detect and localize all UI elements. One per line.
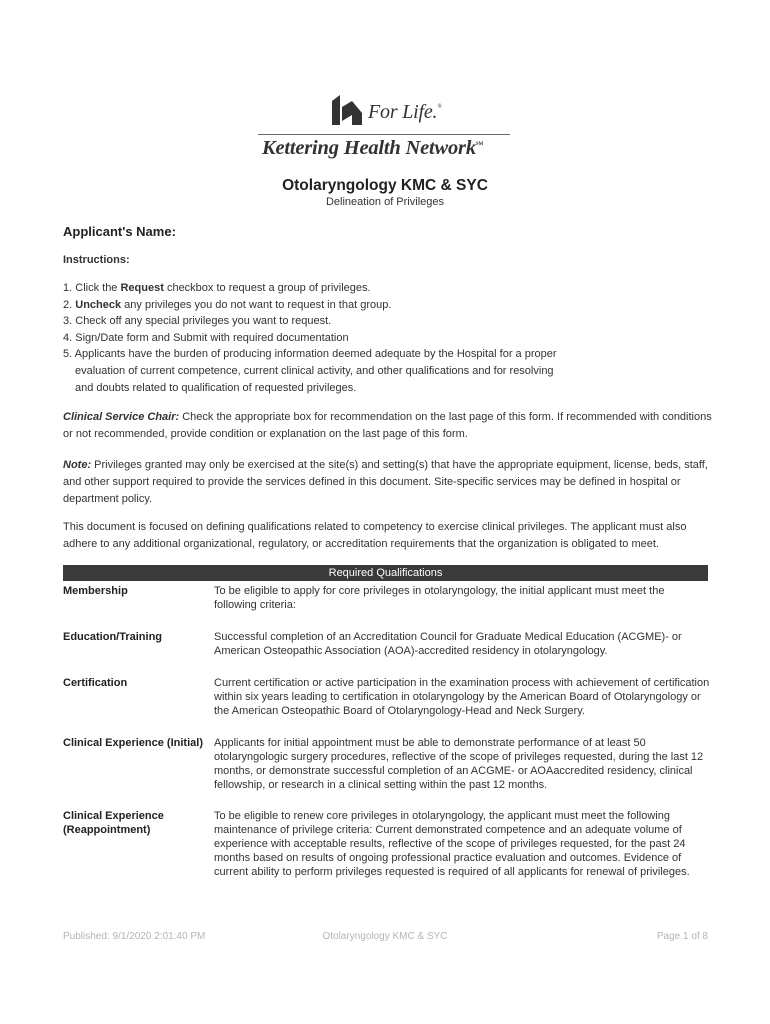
row-text-membership: To be eligible to apply for core privileges in otolaryngology, the initial applicant must meet the following criteria: (214, 585, 665, 611)
note-paragraph: Note: Privileges granted may only be exercised at the site(s) and setting(s) that have the appropriate equipment, license, beds, staff, and other support required to provide the services defined in this document. Site-specific services may be defined in hospital or department policy. (63, 459, 708, 505)
instruction-item: 1. Click the Request checkbox to request a group of privileges. (63, 282, 371, 294)
row-label-membership: Membership (63, 585, 128, 597)
logo-network-name: Kettering Health Network℠ (262, 137, 483, 159)
applicant-name-label: Applicant's Name: (63, 224, 176, 239)
row-label-certification: Certification (63, 677, 128, 689)
instructions-list (63, 280, 723, 396)
logo-tagline: For Life.® (368, 101, 442, 123)
instruction-item: 5. Applicants have the burden of producing information deemed adequate by the Hospital for a proper (63, 348, 557, 361)
row-text-education: Successful completion of an Accreditation Council for Graduate Medical Education (ACGME)- or American Osteopathic Association (AOA)-accredited residency in otolaryngology. (214, 631, 682, 657)
instruction-item: 4. Sign/Date form and Submit with required documentation (63, 331, 349, 344)
row-text-clinical-initial: Applicants for initial appointment must be able to demonstrate performance of at least 50 otolaryngologic surgery procedures, reflective of the scope of privileges requested, during the last 12 months, or demonstrate successful completion of an ACGME- or AOAaccredited residency, clinical fellowship, or research in a clinical setting within the past 12 months. (214, 737, 704, 791)
table-header: Required Qualifications (63, 565, 708, 581)
page-subtitle: Delineation of Privileges (325, 196, 444, 208)
instruction-item: 3. Check off any special privileges you want to request. (63, 315, 332, 328)
clinical-service-chair-paragraph: Clinical Service Chair: Check the appropriate box for recommendation on the last page of this form. If recommended with conditions or not recommended, provide condition or explanation on the last page of this form. (63, 411, 712, 440)
instructions-heading: Instructions: (63, 254, 130, 266)
instruction-continuation: and doubts related to qualification of requested privileges. (75, 381, 357, 394)
row-label-clinical-reappointment: Clinical Experience (Reappointment) (63, 810, 164, 836)
row-label-clinical-initial: Clinical Experience (Initial) (63, 737, 203, 749)
footer-published-date: Published: 9/1/2020 2:01:40 PM (63, 931, 206, 942)
footer-page-number: Page 1 of 8 (656, 931, 708, 942)
instruction-continuation: evaluation of current competence, current clinical activity, and other qualifications and for resolving (75, 364, 554, 377)
row-label-education: Education/Training (63, 631, 163, 643)
footer-document-title: Otolaryngology KMC & SYC (322, 931, 448, 942)
row-text-certification: Current certification or active participation in the examination process with achievement of certification within six years leading to certification in otolaryngology by the American Board of Otolaryngology or the American Osteopathic Board of Otolaryngology-Head and Neck Surgery. (214, 677, 710, 717)
instruction-item: 2. Uncheck any privileges you do not want to request in that group. (63, 298, 392, 311)
logo-divider (258, 134, 510, 135)
focus-paragraph: This document is focused on defining qualifications related to competency to exercise clinical privileges. The applicant must also adhere to any additional organizational, regulatory, or accreditation requirements that the organization is obligated to meet. (63, 521, 687, 550)
row-text-clinical-reappointment: To be eligible to renew core privileges in otolaryngology, the applicant must meet the following maintenance of privilege criteria: Current demonstrated competence and an adequate volume of experience with acceptable results, reflective of the scope of privileges requested, for the past 24 months based on results of ongoing professional practice evaluation and outcomes. Evidence of current ability to perform privileges requested is required of all applicants for renewal of privileges. (214, 810, 690, 878)
kettering-logo-icon (330, 93, 364, 129)
page-title: Otolaryngology KMC & SYC (282, 177, 488, 194)
